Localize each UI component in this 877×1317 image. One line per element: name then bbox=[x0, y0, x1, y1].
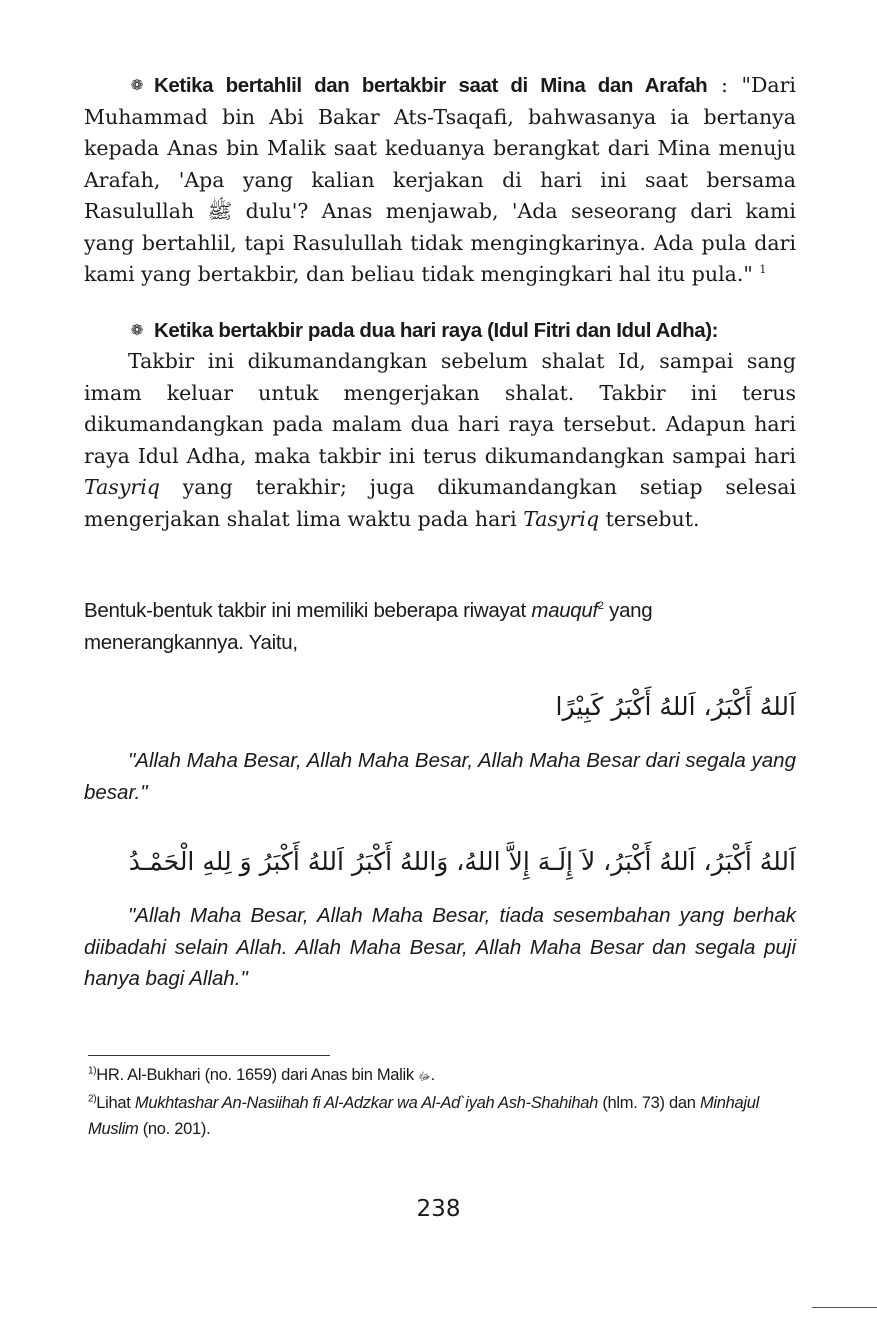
flower-bullet-icon: ❁ bbox=[130, 320, 144, 339]
footnote-1 bbox=[88, 1062, 800, 1090]
footnote-divider bbox=[88, 1055, 330, 1056]
footnote-text: (no. 201). bbox=[138, 1120, 211, 1138]
footnote-text: . bbox=[430, 1066, 436, 1084]
paragraph-text: Takbir ini dikumandangkan sebelum shalat Id, sampai sang imam keluar untuk mengerjakan shalat. Takbir ini terus dikumandangkan pada malam dua hari raya tersebut. Adapun hari raya Idul Adha, maka takbir ini terus dikumandangkan sampai hari bbox=[84, 349, 796, 468]
intro-text: Bentuk-bentuk takbir ini memiliki beberapa riwayat bbox=[84, 599, 532, 622]
italic-term: Tasyriq bbox=[84, 475, 160, 499]
intro-text: yang menerangkannya. Yaitu, bbox=[84, 599, 653, 654]
footnote-text: (hlm. 73) dan bbox=[598, 1094, 700, 1112]
honorific-glyph: ﷻ bbox=[418, 1071, 431, 1083]
paragraph-text: tersebut. bbox=[599, 506, 700, 531]
translation-takbir-2 bbox=[84, 900, 796, 995]
footnote-ref: 2 bbox=[597, 600, 604, 613]
footnote-number: 2) bbox=[88, 1093, 97, 1105]
footnote-ref: 1 bbox=[759, 263, 767, 277]
paragraph-hari-raya bbox=[84, 315, 796, 536]
italic-term: Tasyriq bbox=[523, 506, 600, 531]
book-title: Minhajul Muslim bbox=[88, 1094, 759, 1138]
translation-takbir-1 bbox=[84, 745, 796, 808]
footnote-text: Lihat bbox=[96, 1094, 135, 1112]
book-title: Mukhtashar An-Nasiihah fi Al-Adzkar wa Al-Ad`iyah Ash-Shahihah bbox=[134, 1094, 599, 1112]
paragraph-mina-arafah bbox=[84, 70, 796, 291]
footnote-text: HR. Al-Bukhari (no. 1659) dari Anas bin Malik bbox=[96, 1066, 419, 1084]
italic-term: mauquf bbox=[531, 599, 598, 622]
translation-text: "Allah Maha Besar, Allah Maha Besar, tiada sesembahan yang berhak diibadahi selain Allah. Allah Maha Besar, Allah Maha Besar dan segala puji hanya bagi Allah." bbox=[84, 904, 796, 990]
paragraph-heading: Ketika bertakbir pada dua hari raya (Idul Fitri dan Idul Adha): bbox=[154, 318, 719, 342]
flower-bullet-icon: ❁ bbox=[130, 76, 144, 94]
paragraph-text: : "Dari Muhammad bin Abi Bakar Ats-Tsaqafi, bahwasanya ia bertanya kepada Anas bin Malik saat keduanya berangkat dari Mina menuju Arafah, 'Apa yang kalian kerjakan di hari ini saat bersama Rasulullah ﷺ dulu'? Anas menjawab, 'Ada seseorang dari kami yang bertahlil, tapi Rasulullah tidak mengingkarinya. Ada pula dari kami yang bertakbir, dan beliau tidak mengingkari hal itu pula." bbox=[84, 73, 796, 286]
paragraph-heading: Ketika bertahlil dan bertakbir saat di Mina dan Arafah bbox=[154, 74, 708, 97]
translation-text: "Allah Maha Besar, Allah Maha Besar, Allah Maha Besar dari segala yang besar." bbox=[84, 749, 796, 804]
scan-edge-line bbox=[812, 1307, 877, 1308]
arabic-takbir-1: اَللهُ أَكْبَرُ، اَللهُ أَكْبَرُ كَبِيْرًا bbox=[555, 692, 796, 721]
page-number: 238 bbox=[416, 1196, 461, 1222]
footnotes bbox=[88, 1062, 800, 1142]
footnote-number: 1) bbox=[88, 1065, 97, 1077]
arabic-takbir-2: اَللهُ أَكْبَرُ، اَللهُ أَكْبَرُ، لاَ إِلَـهَ إِلاَّ اللهُ، وَاللهُ أَكْبَرُ اَللهُ أَكْبَرُ وَ لِلهِ الْحَمْـدُ bbox=[128, 847, 796, 876]
page-body bbox=[84, 70, 796, 995]
footnote-2 bbox=[88, 1090, 800, 1142]
intro-paragraph bbox=[84, 595, 796, 659]
paragraph-text: yang terakhir; juga dikumandangkan setiap selesai mengerjakan shalat lima waktu pada hari bbox=[84, 475, 796, 531]
